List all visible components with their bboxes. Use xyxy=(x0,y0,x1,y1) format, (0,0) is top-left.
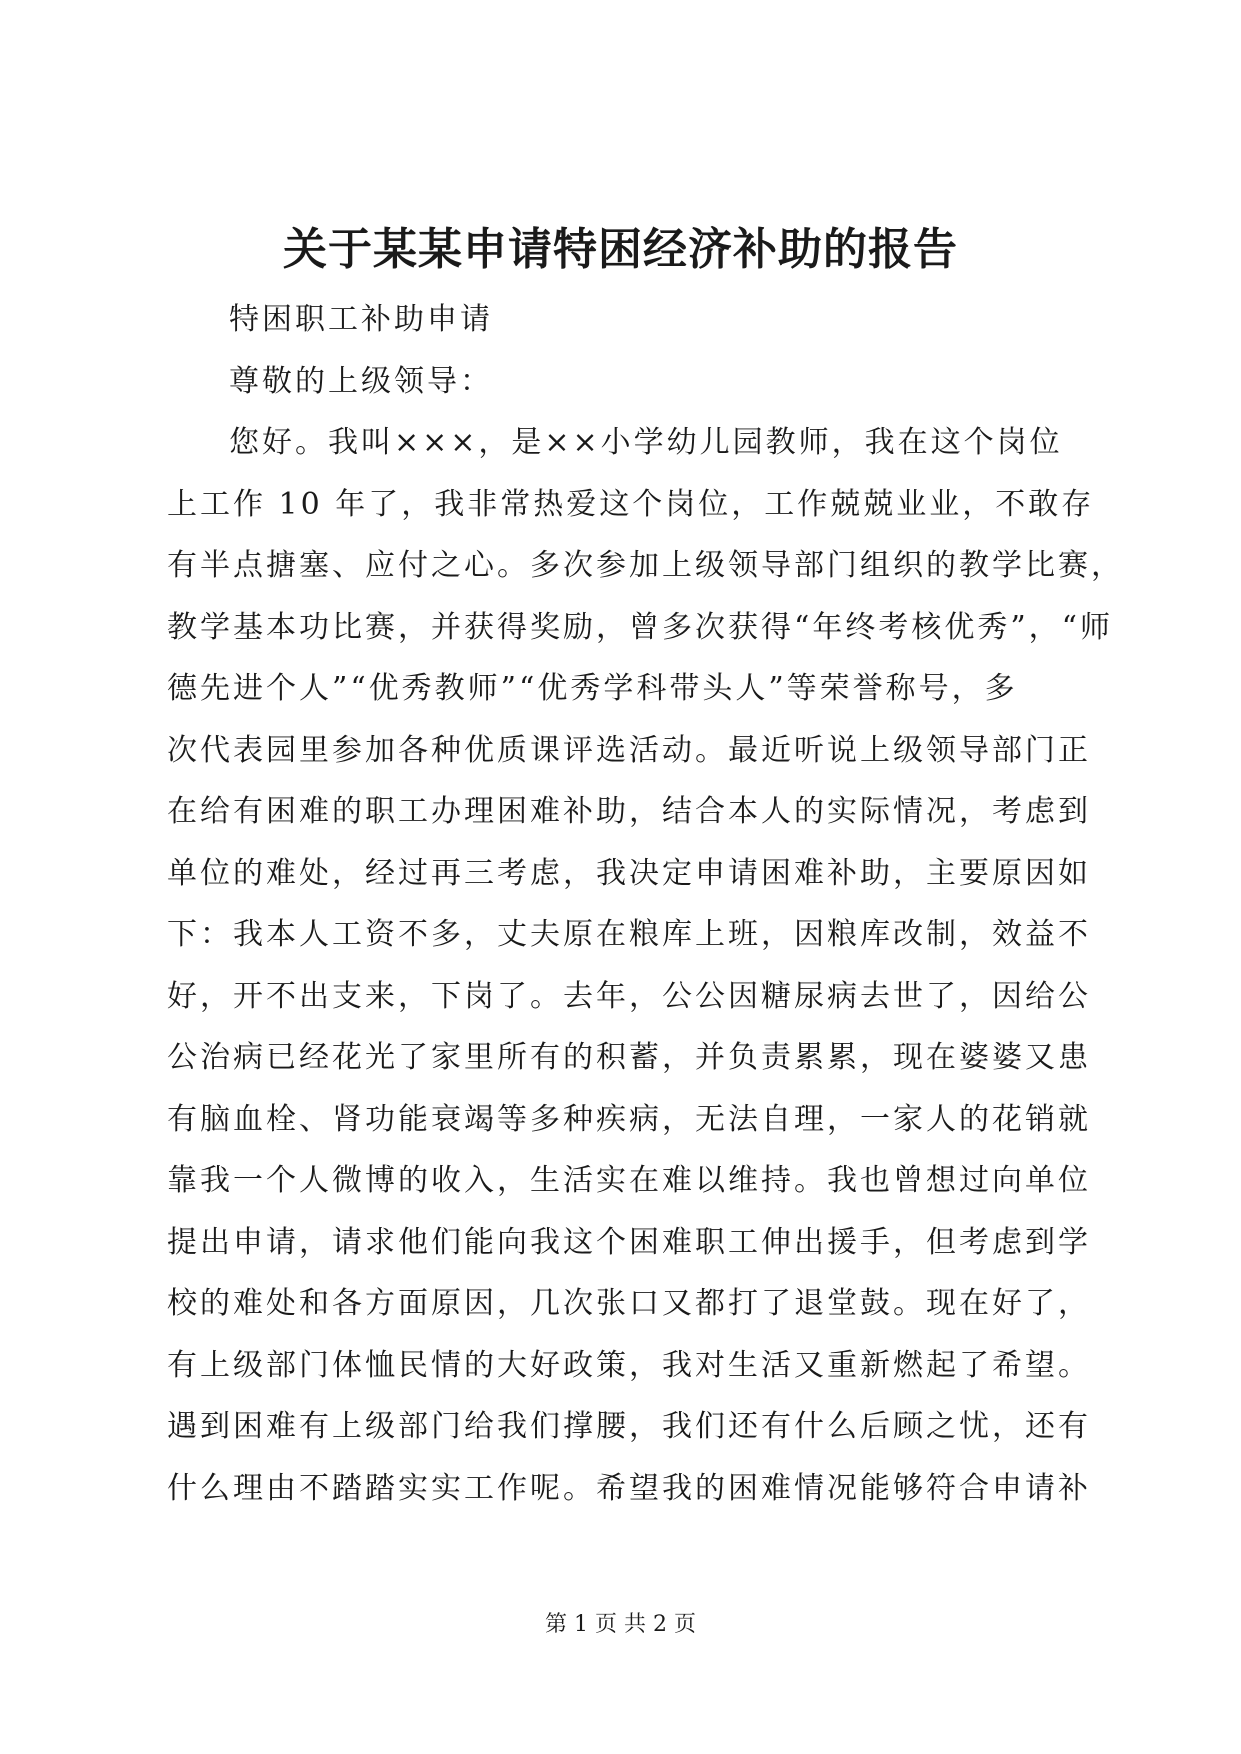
page-footer: 第 1 页 共 2 页 xyxy=(545,1612,696,1637)
body-line: 德先进个人”“优秀教师”“优秀学科带头人”等荣誉称号，多 xyxy=(167,671,1018,706)
body-line: 单位的难处，经过再三考虑，我决定申请困难补助，主要原因如 xyxy=(167,855,1091,891)
body-line: 在给有困难的职工办理困难补助，结合本人的实际情况，考虑到 xyxy=(167,794,1091,829)
body-line: 上工作 10 年了，我非常热爱这个岗位，工作兢兢业业，不敢存 xyxy=(167,486,1095,522)
body-line: 遇到困难有上级部门给我们撑腰，我们还有什么后顾之忧，还有 xyxy=(167,1409,1091,1444)
body-line: 教学基本功比赛，并获得奖励，曾多次获得“年终考核优秀”，“师 xyxy=(167,609,1114,645)
body-line: 下：我本人工资不多，丈夫原在粮库上班，因粮库改制，效益不 xyxy=(167,917,1091,952)
body-line: 有脑血栓、肾功能衰竭等多种疾病，无法自理，一家人的花销就 xyxy=(167,1101,1091,1137)
body-line: 提出申请，请求他们能向我这个困难职工伸出援手，但考虑到学 xyxy=(167,1224,1091,1260)
document-body xyxy=(167,289,1124,1519)
body-line: 什么理由不踏踏实实工作呢。希望我的困难情况能够符合申请补 xyxy=(167,1470,1091,1506)
body-line: 好，开不出支来，下岗了。去年，公公因糖尿病去世了，因给公 xyxy=(167,978,1091,1014)
body-line: 公治病已经花光了家里所有的积蓄，并负责累累，现在婆婆又患 xyxy=(167,1040,1091,1075)
body-line: 有半点搪塞、应付之心。多次参加上级领导部门组织的教学比赛， xyxy=(167,548,1124,583)
salutation-line: 尊敬的上级领导： xyxy=(229,363,493,399)
body-line: 靠我一个人微博的收入，生活实在难以维持。我也曾想过向单位 xyxy=(167,1163,1091,1198)
body-line: 您好。我叫×××，是××小学幼儿园教师，我在这个岗位 xyxy=(229,425,1063,460)
body-line: 有上级部门体恤民情的大好政策，我对生活又重新燃起了希望。 xyxy=(167,1347,1091,1383)
document-title: 关于某某申请特困经济补助的报告 xyxy=(283,224,958,275)
body-line: 校的难处和各方面原因，几次张口又都打了退堂鼓。现在好了， xyxy=(167,1286,1091,1321)
subtitle-line: 特困职工补助申请 xyxy=(229,302,493,337)
body-line: 次代表园里参加各种优质课评选活动。最近听说上级领导部门正 xyxy=(167,732,1091,768)
